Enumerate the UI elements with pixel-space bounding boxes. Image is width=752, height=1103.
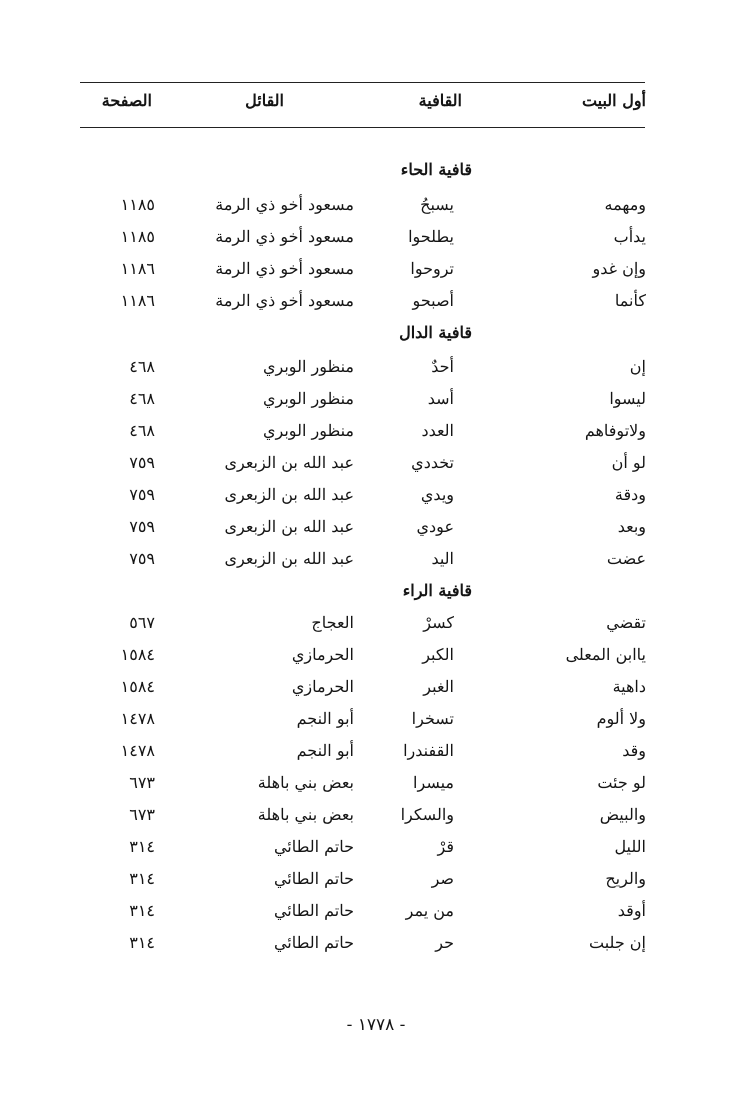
verse-cell: والريح	[605, 869, 646, 888]
page-cell: ٤٦٨	[129, 421, 155, 440]
table-row	[0, 800, 752, 830]
rhyme-cell: قرْ	[437, 837, 454, 856]
table-row	[0, 416, 752, 446]
rhyme-cell: القفندرا	[403, 741, 454, 760]
table-row	[0, 448, 752, 478]
poet-cell: عبد الله بن الزبعرى	[224, 549, 354, 568]
poet-cell: منظور الوبري	[263, 357, 354, 376]
verse-cell: ياابن المعلى	[565, 645, 646, 664]
verse-cell: أوقد	[617, 901, 646, 920]
page-cell: ٣١٤	[129, 837, 155, 856]
rhyme-cell: من يمر	[405, 901, 454, 920]
rhyme-cell: ويدي	[420, 485, 454, 504]
table-row	[0, 190, 752, 220]
table-row	[0, 896, 752, 926]
verse-cell: الليل	[614, 837, 646, 856]
page-cell: ٧٥٩	[129, 453, 155, 472]
table-row	[0, 222, 752, 252]
header-poet: القائل	[245, 91, 284, 110]
table-header	[0, 86, 752, 116]
rhyme-cell: أصبحو	[412, 291, 454, 310]
table-row	[0, 352, 752, 382]
page-cell: ٧٥٩	[129, 549, 155, 568]
rhyme-cell: يطلحوا	[408, 227, 454, 246]
table-row	[0, 286, 752, 316]
page-number: - ١٧٧٨ -	[346, 1015, 406, 1035]
rhyme-cell: اليد	[431, 549, 454, 568]
poet-cell: منظور الوبري	[263, 389, 354, 408]
table-row	[0, 544, 752, 574]
rhyme-cell: أسد	[427, 389, 454, 408]
table-row	[0, 768, 752, 798]
header-rule	[80, 127, 645, 128]
header-page: الصفحة	[101, 91, 152, 110]
poet-cell: الحرمازي	[291, 677, 354, 696]
poet-cell: عبد الله بن الزبعرى	[224, 453, 354, 472]
page-cell: ١١٨٥	[120, 195, 155, 214]
page-cell: ١١٨٦	[120, 259, 155, 278]
table-row	[0, 608, 752, 638]
page-cell: ٣١٤	[129, 933, 155, 952]
verse-cell: ليسوا	[609, 389, 646, 408]
rhyme-cell: العدد	[421, 421, 454, 440]
rhyme-cell: الغبر	[423, 677, 454, 696]
poet-cell: بعض بني باهلة	[257, 773, 354, 792]
page-cell: ٦٧٣	[129, 773, 155, 792]
page-cell: ١٤٧٨	[120, 709, 155, 728]
rhyme-cell: يسبحُ	[420, 195, 454, 214]
rhyme-cell: عودي	[416, 517, 454, 536]
table-row	[0, 704, 752, 734]
verse-cell: وقد	[622, 741, 646, 760]
poet-cell: حاتم الطائي	[273, 837, 354, 856]
rhyme-cell: الكبر	[422, 645, 454, 664]
page-cell: ٧٥٩	[129, 485, 155, 504]
table-row	[0, 832, 752, 862]
verse-cell: داهية	[612, 677, 646, 696]
rhyme-cell: والسكرا	[400, 805, 454, 824]
verse-cell: لو جئت	[597, 773, 646, 792]
rhyme-cell: كسرْ	[423, 613, 454, 632]
verse-cell: والبيض	[599, 805, 646, 824]
table-row	[0, 384, 752, 414]
header-rhyme: القافية	[418, 91, 462, 110]
verse-cell: ودقة	[614, 485, 646, 504]
rhyme-cell: صر	[431, 869, 454, 888]
verse-cell: ومهمه	[604, 195, 646, 214]
header-verse: أول البيت	[581, 91, 646, 110]
table-row	[0, 736, 752, 766]
verse-cell: يدأب	[613, 227, 646, 246]
page-cell: ١٤٧٨	[120, 741, 155, 760]
rhyme-cell: أحدٌ	[431, 357, 454, 376]
poet-cell: مسعود أخو ذي الرمة	[215, 259, 354, 278]
page-cell: ٤٦٨	[129, 357, 155, 376]
poet-cell: مسعود أخو ذي الرمة	[215, 227, 354, 246]
poet-cell: عبد الله بن الزبعرى	[224, 517, 354, 536]
table-row	[0, 640, 752, 670]
poet-cell: أبو النجم	[296, 741, 354, 760]
poet-cell: حاتم الطائي	[273, 901, 354, 920]
poet-cell: مسعود أخو ذي الرمة	[215, 291, 354, 310]
page-cell: ٣١٤	[129, 901, 155, 920]
page-cell: ١٥٨٤	[120, 645, 155, 664]
rhyme-cell: تخددي	[411, 453, 454, 472]
verse-cell: وبعد	[617, 517, 646, 536]
top-rule	[80, 82, 645, 83]
verse-cell: ولا ألوم	[596, 709, 646, 728]
poet-cell: مسعود أخو ذي الرمة	[215, 195, 354, 214]
page-cell: ٧٥٩	[129, 517, 155, 536]
table-row	[0, 480, 752, 510]
verse-cell: عضت	[606, 549, 646, 568]
verse-cell: إن	[629, 357, 646, 376]
poet-cell: أبو النجم	[296, 709, 354, 728]
poet-cell: العجاج	[311, 613, 354, 632]
rhyme-cell: حر	[435, 933, 454, 952]
verse-cell: تقضي	[606, 613, 646, 632]
section-title: قافية الراء	[402, 581, 472, 600]
poet-cell: منظور الوبري	[263, 421, 354, 440]
poet-cell: الحرمازي	[291, 645, 354, 664]
section-title: قافية الدال	[399, 323, 472, 342]
poet-cell: حاتم الطائي	[273, 869, 354, 888]
page-cell: ٦٧٣	[129, 805, 155, 824]
rhyme-cell: تروحوا	[410, 259, 454, 278]
poet-cell: عبد الله بن الزبعرى	[224, 485, 354, 504]
rhyme-cell: ميسرا	[413, 773, 454, 792]
page-cell: ٥٦٧	[129, 613, 155, 632]
page-cell: ١١٨٥	[120, 227, 155, 246]
rhyme-cell: تسخرا	[411, 709, 454, 728]
verse-cell: ولاتوفاهم	[584, 421, 646, 440]
page-cell: ٣١٤	[129, 869, 155, 888]
table-row	[0, 672, 752, 702]
table-row	[0, 864, 752, 894]
verse-cell: وإن غدو	[592, 259, 646, 278]
poet-cell: بعض بني باهلة	[257, 805, 354, 824]
table-row	[0, 928, 752, 958]
section-title: قافية الحاء	[400, 160, 472, 179]
verse-cell: إن جلبت	[588, 933, 646, 952]
page-cell: ١١٨٦	[120, 291, 155, 310]
verse-cell: لو أن	[611, 453, 646, 472]
verse-cell: كأنما	[614, 291, 646, 310]
page-cell: ٤٦٨	[129, 389, 155, 408]
table-row	[0, 512, 752, 542]
table-row	[0, 254, 752, 284]
poet-cell: حاتم الطائي	[273, 933, 354, 952]
page-cell: ١٥٨٤	[120, 677, 155, 696]
